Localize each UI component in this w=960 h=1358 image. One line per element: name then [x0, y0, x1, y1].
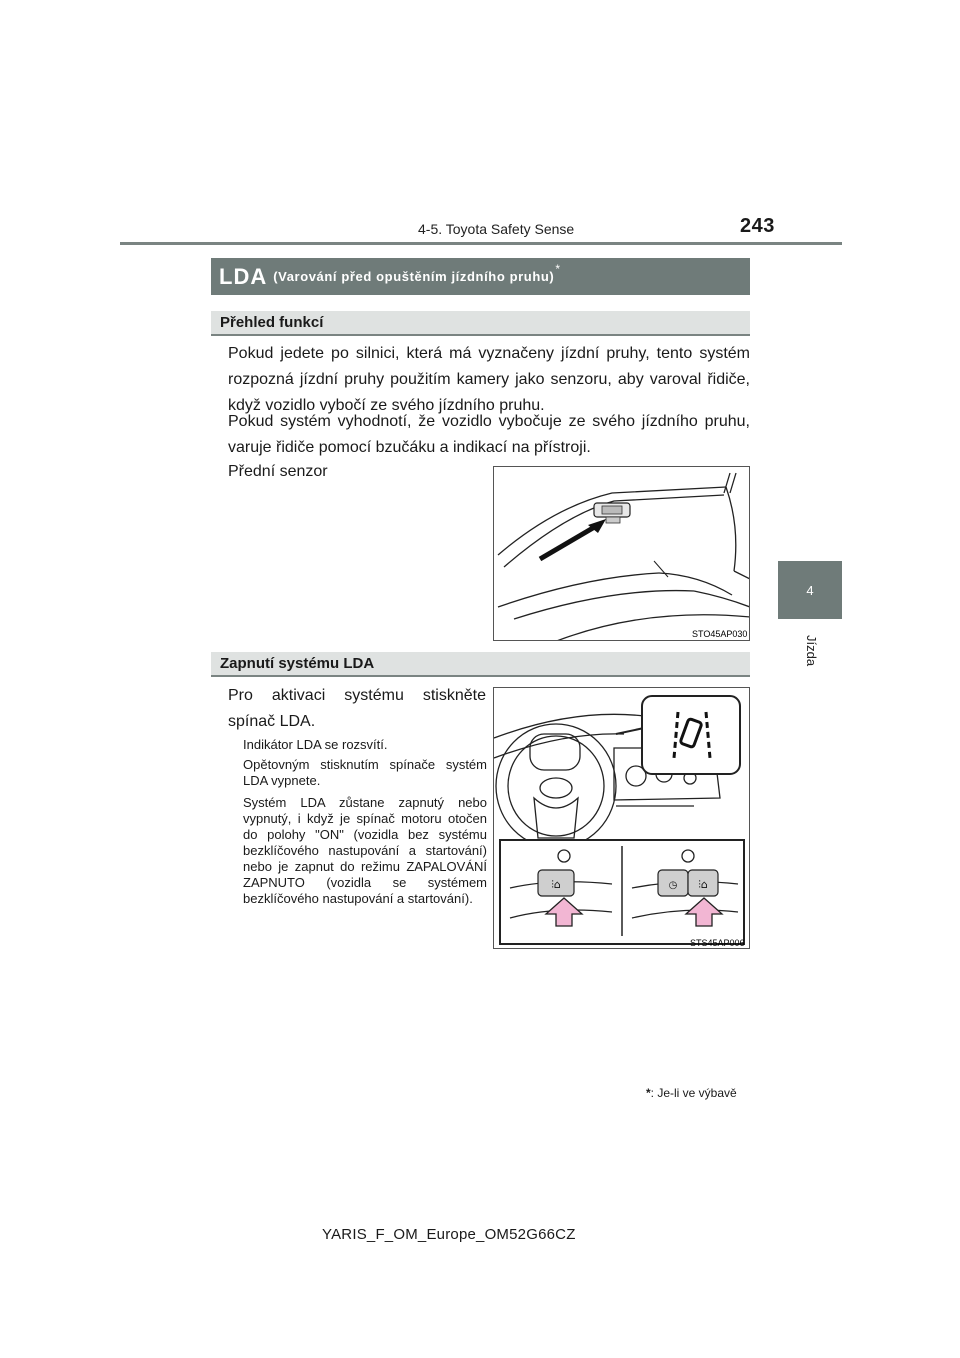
activation-instruction: Pro aktivaci systému stiskněte spínač LDA.: [228, 687, 486, 730]
activation-note-1: Indikátor LDA se rozsvítí.: [243, 737, 388, 752]
figure-code-1: STO45AP030: [692, 629, 748, 639]
activation-heading: Zapnutí systému LDA: [211, 652, 750, 677]
camera-sensor-icon: [594, 503, 630, 523]
steering-wheel-illustration: [494, 688, 750, 949]
section-subtitle: (Varování před opuštěním jízdního pruhu): [273, 269, 555, 284]
section-title: LDA: [219, 263, 268, 289]
footnote: [646, 1086, 737, 1100]
chapter-tab: 4: [778, 561, 842, 619]
page-number: 243: [740, 215, 775, 237]
activation-note-2: Opětovným stisknutím spínače systém LDA vypnete.: [243, 757, 487, 788]
header-rule: [120, 242, 842, 245]
sensor-label: Přední senzor: [228, 463, 328, 480]
chapter-label: Jízda: [804, 635, 819, 667]
front-sensor-figure: [493, 466, 750, 641]
overview-paragraph-1: Pokud jedete po silnici, která má vyznačeny jízdní pruhy, tento systém rozpozná jízdní pruhy použitím kamery jako senzoru, aby varoval řidiče, když vozidlo vybočí ze svého jízdního pruhu.: [228, 345, 750, 414]
section-title-bar: [211, 258, 750, 295]
section-footnote-marker: *: [555, 261, 561, 276]
running-header-section: 4-5. Toyota Safety Sense: [418, 221, 575, 237]
svg-text:⫶⌂: ⫶⌂: [698, 878, 708, 891]
activation-note-3: Systém LDA zůstane zapnutý nebo vypnutý, i když je spínač motoru otočen do polohy "ON" (vozidla bez systému bezklíčového nastupování a startování) nebo je zapnut do režimu ZAPALOVÁNÍ ZAPNUTO (vozidla se systémem bezklíčového nastupování a startování).: [243, 795, 487, 906]
overview-heading: Přehled funkcí: [211, 311, 750, 336]
footnote-marker: *: [646, 1086, 651, 1100]
footnote-text: : Je-li ve výbavě: [650, 1086, 737, 1100]
svg-text:◷: ◷: [668, 880, 678, 891]
pointer-arrow-icon: [540, 525, 598, 559]
windshield-illustration: [494, 467, 750, 641]
lda-switch-figure: [493, 687, 750, 949]
overview-paragraph-2: Pokud systém vyhodnotí, že vozidlo vybočuje ze svého jízdního pruhu, varuje řidiče pomocí bzučáku a indikací na přístroji.: [228, 413, 750, 456]
footer-doc-id: YARIS_F_OM_Europe_OM52G66CZ: [322, 1226, 576, 1243]
figure-code-2: STS45AP006: [690, 938, 745, 948]
svg-text:⫶⌂: ⫶⌂: [551, 878, 561, 891]
